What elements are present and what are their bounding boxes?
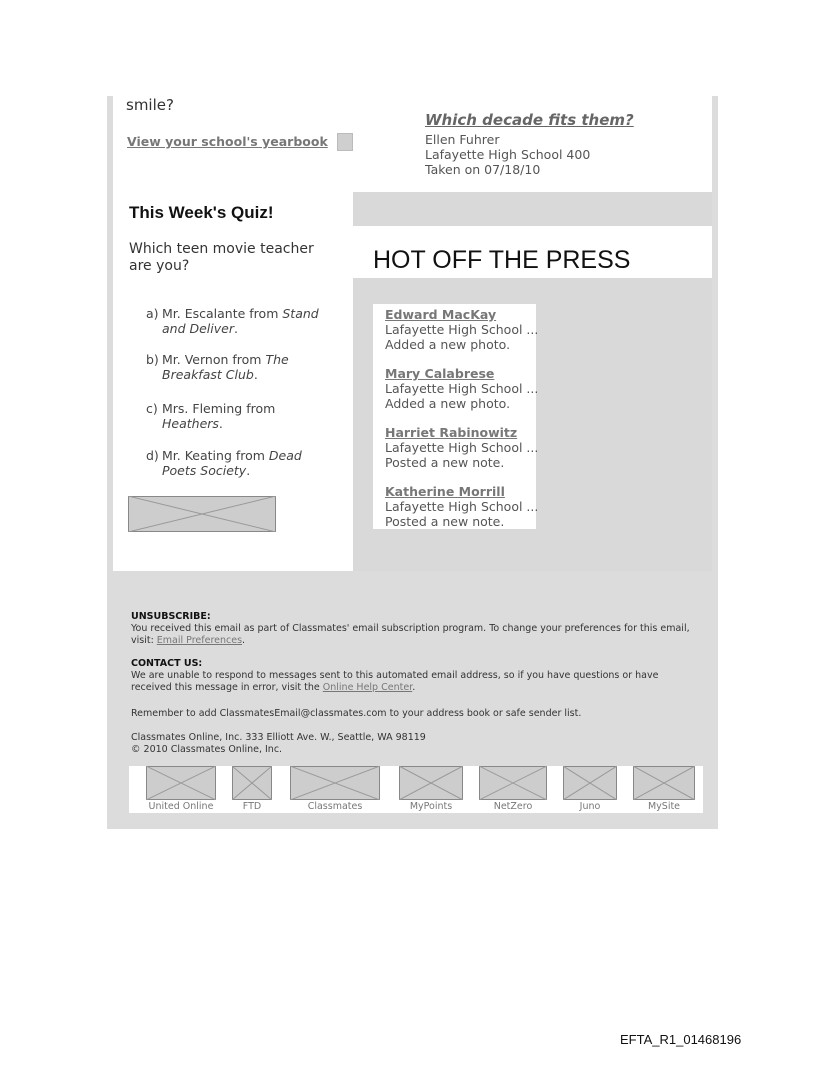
quiz-option-movie: Stand and Deliver <box>162 306 319 336</box>
press-title: HOT OFF THE PRESS <box>373 246 631 274</box>
press-item-action: Posted a new note. <box>385 455 505 470</box>
quiz-option-teacher: Mr. Keating from <box>162 448 269 463</box>
quiz-option-d[interactable] <box>146 448 336 478</box>
press-item-action: Added a new photo. <box>385 396 511 411</box>
mysite-logo-placeholder <box>633 766 695 800</box>
view-yearbook-link[interactable]: View your school's yearbook <box>127 134 328 149</box>
decade-quiz-link[interactable]: Which decade fits them? <box>425 111 634 129</box>
press-item-action: Added a new photo. <box>385 337 511 352</box>
press-item-school: Lafayette High School ... <box>385 381 539 396</box>
quiz-option-period: . <box>253 367 258 382</box>
partner-label: MySite <box>647 801 681 812</box>
quiz-question: Which teen movie teacher are you? <box>129 241 314 274</box>
copyright: © 2010 Classmates Online, Inc. <box>131 744 283 755</box>
unsubscribe-text: You received this email as part of Classmates' email subscription program. To change your preferences for this email, visit: <box>131 623 690 646</box>
press-item-school: Lafayette High School ... <box>385 440 539 455</box>
partner-label: Classmates <box>307 801 363 812</box>
online-help-center-link[interactable]: Online Help Center <box>322 682 413 693</box>
smile-text: smile? <box>126 96 174 114</box>
decade-person-name: Ellen Fuhrer <box>425 132 500 147</box>
contact-text: We are unable to respond to messages sent to this automated email address, so if you have questions or have received this message in error, visit the <box>131 670 659 693</box>
press-item-school: Lafayette High School ... <box>385 322 539 337</box>
partner-label: FTD <box>242 801 262 812</box>
press-item-action: Posted a new note. <box>385 514 505 529</box>
decade-person-school: Lafayette High School 400 <box>425 147 591 162</box>
press-item-school: Lafayette High School ... <box>385 499 539 514</box>
quiz-option-teacher: Mr. Vernon from <box>162 352 266 367</box>
partner-ftd[interactable] <box>231 766 273 812</box>
yearbook-thumbnail[interactable] <box>337 133 353 151</box>
quiz-option-a[interactable] <box>146 306 336 336</box>
partner-label: MyPoints <box>409 801 453 812</box>
quiz-option-teacher: Mrs. Fleming from <box>162 401 276 416</box>
quiz-option-letter: a) <box>146 306 159 321</box>
partner-classmates[interactable] <box>289 766 381 812</box>
press-item-name-link[interactable]: Mary Calabrese <box>385 366 495 381</box>
partner-united-online[interactable] <box>145 766 217 812</box>
juno-logo-placeholder <box>563 766 617 800</box>
quiz-option-movie: The Breakfast Club <box>162 352 289 382</box>
quiz-option-movie: Dead Poets Society <box>162 448 302 478</box>
ftd-logo-placeholder <box>232 766 272 800</box>
partner-juno[interactable] <box>562 766 618 812</box>
quiz-option-period: . <box>246 463 251 478</box>
press-item <box>385 425 540 470</box>
quiz-button-image[interactable] <box>128 496 276 532</box>
quiz-option-c[interactable] <box>146 401 336 431</box>
address-book-note: Remember to add ClassmatesEmail@classmates.com to your address book or safe sender list. <box>131 708 582 719</box>
quiz-title: This Week's Quiz! <box>129 203 274 222</box>
document-id: EFTA_R1_01468196 <box>620 1032 742 1047</box>
netzero-logo-placeholder <box>479 766 547 800</box>
contact-period: . <box>412 682 416 693</box>
united-online-logo-placeholder <box>146 766 216 800</box>
quiz-option-period: . <box>233 321 238 336</box>
partner-netzero[interactable] <box>478 766 548 812</box>
partner-label: United Online <box>148 801 214 812</box>
quiz-option-letter: d) <box>146 448 159 463</box>
press-item <box>385 307 540 352</box>
press-item-name-link[interactable]: Katherine Morrill <box>385 484 505 499</box>
unsubscribe-period: . <box>242 635 246 646</box>
decade-photo-date: Taken on 07/18/10 <box>425 162 541 177</box>
quiz-option-letter: b) <box>146 352 159 367</box>
partner-label: Juno <box>579 801 601 812</box>
quiz-option-movie: Heathers <box>162 416 219 431</box>
quiz-option-b[interactable] <box>146 352 336 382</box>
classmates-logo-placeholder <box>290 766 380 800</box>
press-item-name-link[interactable]: Edward MacKay <box>385 307 497 322</box>
unsubscribe-section <box>131 611 691 647</box>
quiz-option-letter: c) <box>146 401 158 416</box>
contact-heading: CONTACT US: <box>131 658 203 669</box>
press-item <box>385 366 540 411</box>
company-address: Classmates Online, Inc. 333 Elliott Ave. W., Seattle, WA 98119 <box>131 732 426 743</box>
quiz-option-period: . <box>218 416 223 431</box>
partner-label: NetZero <box>493 801 533 812</box>
mypoints-logo-placeholder <box>399 766 463 800</box>
partner-mypoints[interactable] <box>398 766 464 812</box>
email-preferences-link[interactable]: Email Preferences <box>156 635 243 646</box>
press-item-name-link[interactable]: Harriet Rabinowitz <box>385 425 518 440</box>
unsubscribe-heading: UNSUBSCRIBE: <box>131 611 211 622</box>
contact-section <box>131 658 691 694</box>
press-header-band <box>353 192 712 226</box>
quiz-option-teacher: Mr. Escalante from <box>162 306 283 321</box>
partner-mysite[interactable] <box>632 766 696 812</box>
press-item <box>385 484 540 529</box>
